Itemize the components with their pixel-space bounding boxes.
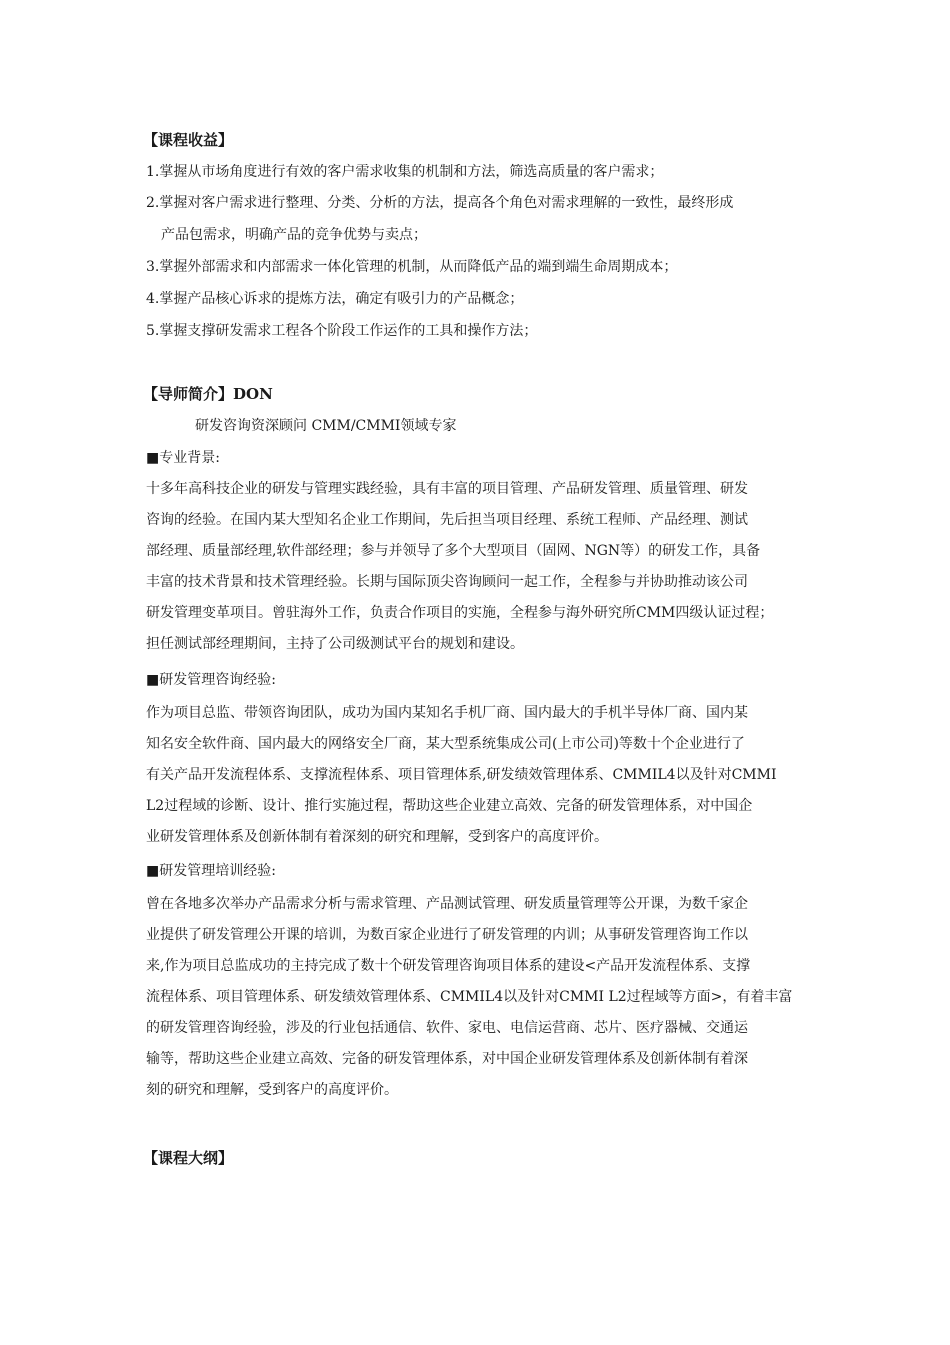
benefit-item-5: 5.掌握支撑研发需求工程各个阶段工作运作的工具和操作方法； [146, 323, 538, 339]
outline-heading: 【课程大纲】 [143, 1149, 234, 1167]
consulting-line: 作为项目总监、带领咨询团队，成功为国内某知名手机厂商、国内最大的手机半导体厂商、国内某 [146, 705, 748, 721]
training-paragraph [146, 889, 846, 1106]
consulting-line: L2过程域的诊断、设计、推行实施过程，帮助这些企业建立高效、完备的研发管理体系，对中国企 [146, 798, 753, 814]
consulting-paragraph [146, 698, 846, 853]
training-line: 业提供了研发管理公开课的培训，为数百家企业进行了研发管理的内训；从事研发管理咨询工作以 [146, 927, 748, 943]
background-line: 丰富的技术背景和技术管理经验。长期与国际顶尖咨询顾问一起工作，全程参与并协助推动该公司 [146, 574, 748, 590]
background-line: 咨询的经验。在国内某大型知名企业工作期间，先后担当项目经理、系统工程师、产品经理、测试 [146, 512, 748, 528]
background-line: 研发管理变革项目。曾驻海外工作，负责合作项目的实施，全程参与海外研究所CMM四级认证过程； [146, 605, 774, 621]
benefits-heading: 【课程收益】 [143, 131, 234, 149]
benefit-item-2-continued: 产品包需求，明确产品的竞争优势与卖点； [161, 227, 427, 243]
training-line: 流程体系、项目管理体系、研发绩效管理体系、CMMIL4以及针对CMMI L2过程域等方面>，有着丰富 [146, 989, 793, 1005]
instructor-subtitle: 研发咨询资深顾问 CMM/CMMI领域专家 [195, 418, 457, 434]
benefit-item-1: 1.掌握从市场角度进行有效的客户需求收集的机制和方法，筛选高质量的客户需求； [146, 164, 664, 180]
benefit-item-2: 2.掌握对客户需求进行整理、分类、分析的方法，提高各个角色对需求理解的一致性，最终形成 [146, 195, 734, 211]
consulting-label: ■研发管理咨询经验: [146, 672, 276, 688]
training-line: 输等，帮助这些企业建立高效、完备的研发管理体系，对中国企业研发管理体系及创新体制有着深 [146, 1051, 748, 1067]
instructor-heading: 【导师简介】DON [143, 385, 273, 403]
training-line: 来,作为项目总监成功的主持完成了数十个研发管理咨询项目体系的建设<产品开发流程体系、支撑 [146, 958, 751, 974]
training-label: ■研发管理培训经验: [146, 863, 276, 879]
background-paragraph [146, 474, 846, 660]
benefit-item-4: 4.掌握产品核心诉求的提炼方法，确定有吸引力的产品概念； [146, 291, 524, 307]
consulting-line: 业研发管理体系及创新体制有着深刻的研究和理解，受到客户的高度评价。 [146, 829, 608, 845]
training-line: 曾在各地多次举办产品需求分析与需求管理、产品测试管理、研发质量管理等公开课，为数千家企 [146, 896, 748, 912]
training-line: 刻的研究和理解，受到客户的高度评价。 [146, 1082, 398, 1098]
background-line: 担任测试部经理期间，主持了公司级测试平台的规划和建设。 [146, 636, 524, 652]
benefit-item-3: 3.掌握外部需求和内部需求一体化管理的机制，从而降低产品的端到端生命周期成本； [146, 259, 678, 275]
background-label: ■专业背景: [146, 450, 220, 466]
background-line: 十多年高科技企业的研发与管理实践经验，具有丰富的项目管理、产品研发管理、质量管理、研发 [146, 481, 748, 497]
background-line: 部经理、质量部经理,软件部经理；参与并领导了多个大型项目（固网、NGN等）的研发工作，具备 [146, 543, 761, 559]
training-line: 的研发管理咨询经验，涉及的行业包括通信、软件、家电、电信运营商、芯片、医疗器械、交通运 [146, 1020, 748, 1036]
consulting-line: 知名安全软件商、国内最大的网络安全厂商，某大型系统集成公司(上市公司)等数十个企业进行了 [146, 736, 745, 752]
consulting-line: 有关产品开发流程体系、支撑流程体系、项目管理体系,研发绩效管理体系、CMMIL4以及针对CMMI [146, 767, 777, 783]
